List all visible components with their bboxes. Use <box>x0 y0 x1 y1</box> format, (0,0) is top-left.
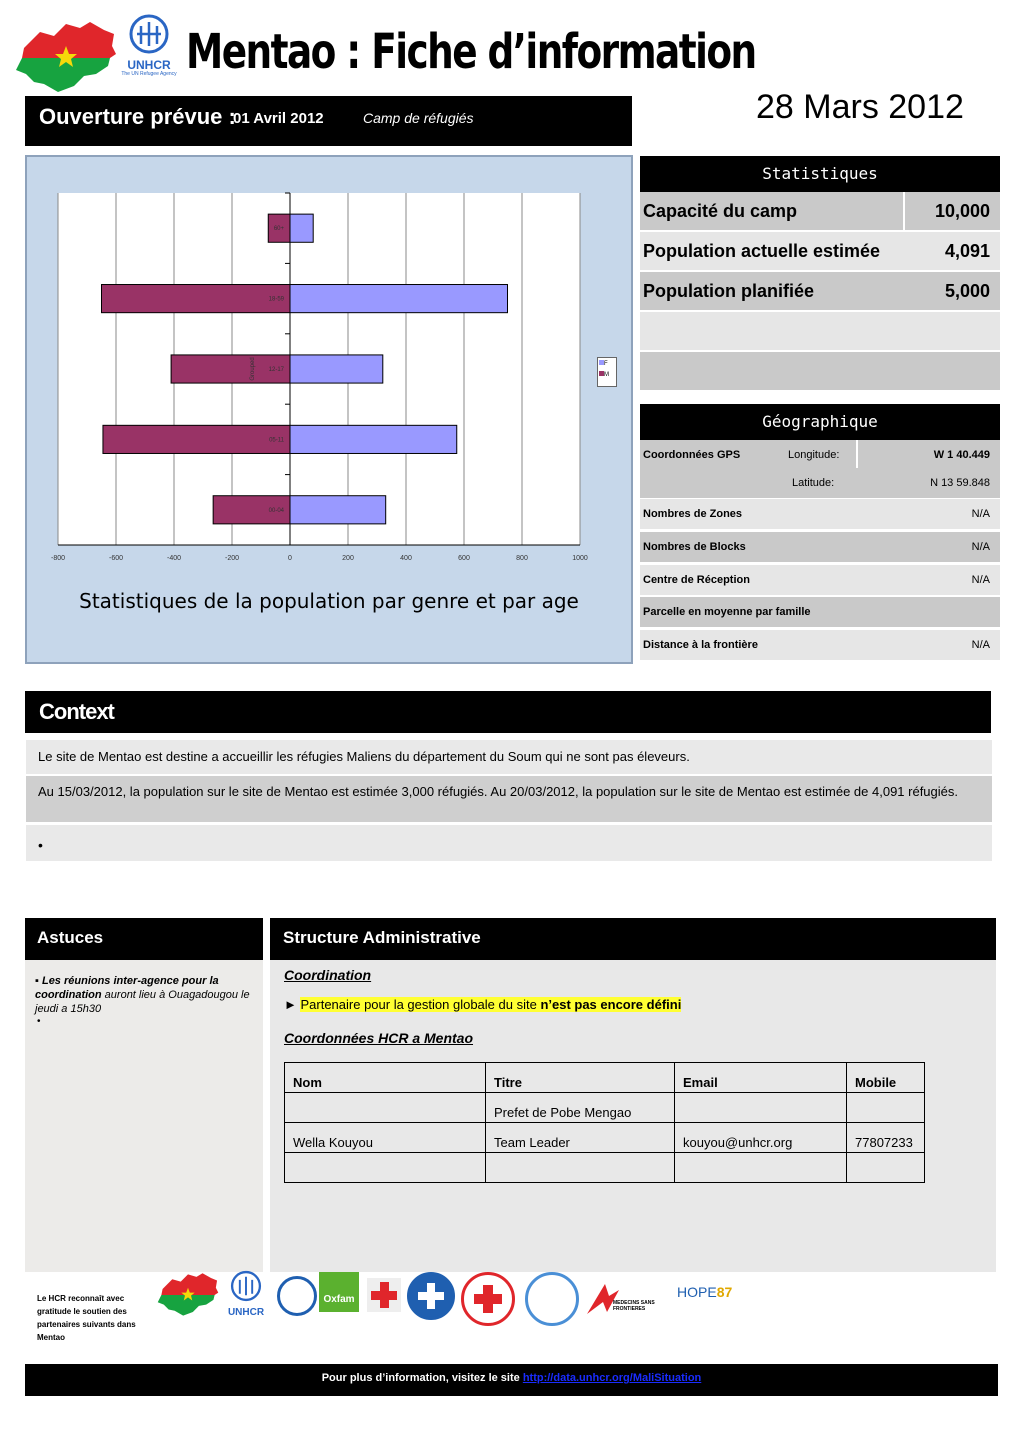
table-cell <box>285 1093 486 1123</box>
x-tick-label: 400 <box>400 555 412 562</box>
geo-title: Géographique <box>762 412 878 431</box>
astuces-bullet: • <box>37 1016 41 1027</box>
table-header: Nom <box>285 1063 486 1093</box>
report-date: 28 Mars 2012 <box>756 88 964 126</box>
table-cell: Wella Kouyou <box>285 1123 486 1153</box>
x-tick-label: -400 <box>166 555 182 562</box>
red-crescent-icon <box>461 1272 515 1326</box>
chart-panel <box>25 155 633 664</box>
legend-label-m: M <box>604 372 609 378</box>
table-header: Email <box>675 1063 847 1093</box>
geo-value: N/A <box>971 541 990 553</box>
bar-f <box>290 214 313 242</box>
astuces-item: ▪ Les réunions inter-agence pour la coordination auront lieu à Ouagadougou le jeudi a 15h30 <box>35 975 250 1015</box>
stat-row-empty <box>640 312 1000 350</box>
footer-link[interactable]: http://data.unhcr.org/MaliSituation <box>522 1372 702 1384</box>
footer-bar <box>25 1364 998 1396</box>
footer-info-text: Pour plus d’information, visitez le site <box>321 1372 520 1384</box>
geo-header <box>640 404 1000 440</box>
bar-f <box>290 285 508 313</box>
opening-label: Ouverture prévue : <box>39 104 236 129</box>
x-tick-label: 1000 <box>572 555 588 562</box>
x-tick-label: -200 <box>224 555 240 562</box>
wfp-icon <box>277 1276 317 1316</box>
geo-row-distance <box>640 630 1000 660</box>
hope-number: 87 <box>716 1284 733 1300</box>
unhcr-tagline: The UN Refugee Agency <box>121 71 177 77</box>
gps-label: Coordonnées GPS <box>643 449 741 461</box>
oxfam-icon <box>319 1272 359 1312</box>
astuces-body <box>25 960 263 1272</box>
astuces-item-bold: Les réunions inter-agence pour la coordination <box>35 975 219 1001</box>
chart-caption: Statistiques de la population par genre et par age <box>79 589 579 613</box>
latitude-value: N 13 59.848 <box>930 477 990 489</box>
table-cell[interactable]: kouyou@unhcr.org <box>675 1123 847 1153</box>
category-label: 60+ <box>273 226 284 233</box>
astuces-title: Astuces <box>37 928 104 947</box>
geo-value: N/A <box>971 574 990 586</box>
context-paragraph <box>26 776 992 822</box>
table-cell <box>486 1153 675 1183</box>
geo-row-reception <box>640 565 1000 595</box>
table-row <box>285 1093 925 1123</box>
x-tick-label: 0 <box>288 555 292 562</box>
geo-label: Nombres de Zones <box>643 508 743 520</box>
table-cell: Prefet de Pobe Mengao <box>486 1093 675 1123</box>
coordination-heading: Coordination <box>284 967 372 983</box>
category-label: 12-17 <box>268 367 284 373</box>
table-cell <box>675 1153 847 1183</box>
contact-table <box>284 1062 925 1183</box>
table-cell: 77807233 <box>847 1123 925 1153</box>
geo-row-blocks <box>640 532 1000 562</box>
table-header-row <box>285 1063 925 1093</box>
bar-f <box>290 355 383 383</box>
geo-label: Nombres de Blocks <box>643 541 746 553</box>
hope-label: HOPE <box>677 1284 717 1300</box>
geo-label: Distance à la frontière <box>643 639 758 651</box>
unhcr-partner-text: UNHCR <box>227 1307 265 1318</box>
category-label: 18-59 <box>268 296 284 303</box>
legend-label-f: F <box>604 361 608 367</box>
table-header: Titre <box>486 1063 675 1093</box>
x-tick-label: 200 <box>342 555 354 562</box>
category-label: 05-11 <box>269 437 284 444</box>
stat-label: Population planifiée <box>643 281 815 301</box>
stats-header <box>640 156 1000 192</box>
partner-line: ► Partenaire pour la gestion globale du site n’est pas encore défini <box>284 997 682 1012</box>
structure-body <box>270 960 996 1272</box>
table-cell <box>847 1153 925 1183</box>
table-row <box>285 1123 925 1153</box>
table-cell <box>285 1153 486 1183</box>
opening-banner <box>25 96 632 146</box>
page-title: Mentao : Fiche d’information <box>186 24 756 80</box>
burkina-map-logo <box>14 20 118 96</box>
context-header <box>25 691 991 733</box>
astuces-header <box>25 918 263 960</box>
x-tick-label: 800 <box>516 555 528 562</box>
hcr-heading: Coordonnées HCR a Mentao <box>284 1030 474 1046</box>
partner-bold: n’est pas encore défini <box>540 997 682 1012</box>
table-cell: Team Leader <box>486 1123 675 1153</box>
bar-f <box>290 425 457 453</box>
structure-header <box>270 918 996 960</box>
stat-label: Population actuelle estimée <box>643 241 881 261</box>
context-title: Context <box>39 699 114 724</box>
geo-row-longitude <box>640 440 1000 470</box>
partner-highlight <box>300 997 681 1012</box>
context-text: Le site de Mentao est destine a accueillir les réfugies Maliens du département du Soum qui ne sont pas éleveurs. <box>38 749 690 764</box>
geo-value: N/A <box>971 639 990 651</box>
partner-thanks: Le HCR reconnaît avec gratitude le soutien des partenaires suivants dans Mentao <box>37 1294 136 1342</box>
stat-row-planned <box>640 272 1000 310</box>
context-paragraph <box>26 740 992 774</box>
geo-row-latitude <box>640 468 1000 498</box>
stat-divider <box>903 192 905 230</box>
latitude-label: Latitude: <box>792 477 835 489</box>
table-cell <box>847 1093 925 1123</box>
msf-label: MEDECINS SANS FRONTIERES <box>613 1300 655 1312</box>
context-bullet: • <box>38 837 43 853</box>
bar-m <box>102 285 291 313</box>
stat-value: 5,000 <box>944 281 990 301</box>
medical-cross-icon <box>407 1272 455 1320</box>
unhcr-logo-text: UNHCR <box>127 58 171 72</box>
partner-prefix: Partenaire pour la gestion globale du site <box>300 997 537 1012</box>
stat-row-capacity <box>640 192 1000 230</box>
context-text: Au 15/03/2012, la population sur le site de Mentao est estimée 3,000 réfugiés. Au 20/03/2012, la population sur le site de Mentao est estimée de 4,091 réfugiés. <box>38 784 958 799</box>
astuces-item-rest: auront lieu à Ouagadougou le jeudi a 15h30 <box>35 989 250 1015</box>
geo-row-parcelle <box>640 597 1000 627</box>
bar-m <box>103 425 290 453</box>
table-header: Mobile <box>847 1063 925 1093</box>
stat-value: 4,091 <box>944 241 990 261</box>
fao-icon <box>525 1272 579 1326</box>
table-row <box>285 1153 925 1183</box>
longitude-label: Longitude: <box>788 449 840 461</box>
geo-row-zones <box>640 499 1000 529</box>
x-tick-label: -600 <box>108 555 124 562</box>
bar-f <box>290 496 386 524</box>
longitude-value: W 1 40.449 <box>933 449 990 461</box>
unhcr-partner-icon <box>223 1270 269 1322</box>
stat-row-empty <box>640 352 1000 390</box>
stats-title: Statistiques <box>762 164 878 183</box>
stat-row-population <box>640 232 1000 270</box>
legend <box>597 357 617 387</box>
population-chart <box>27 157 631 587</box>
geo-label: Centre de Réception <box>643 574 750 586</box>
stat-label: Capacité du camp <box>643 201 798 221</box>
opening-date: 01 Avril 2012 <box>233 110 324 127</box>
category-label: 00-04 <box>268 507 284 514</box>
context-bullet-row <box>26 825 992 861</box>
burkina-map-icon <box>155 1272 221 1318</box>
table-cell <box>675 1093 847 1123</box>
structure-title: Structure Administrative <box>283 928 481 947</box>
unhcr-logo <box>120 14 178 82</box>
partner-logos <box>155 1270 755 1330</box>
hope87-icon <box>677 1284 732 1300</box>
x-tick-label: -800 <box>50 555 66 562</box>
geo-label: Parcelle en moyenne par famille <box>643 606 811 618</box>
stat-value: 10,000 <box>934 201 990 221</box>
geo-value: N/A <box>971 508 990 520</box>
camp-type: Camp de réfugiés <box>363 110 474 126</box>
y-axis-label: Grouped <box>250 357 256 381</box>
red-cross-icon <box>367 1278 401 1312</box>
oxfam-label: Oxfam <box>323 1294 355 1305</box>
footer-line <box>25 1372 998 1384</box>
x-tick-label: 600 <box>458 555 470 562</box>
msf-icon <box>583 1278 675 1318</box>
